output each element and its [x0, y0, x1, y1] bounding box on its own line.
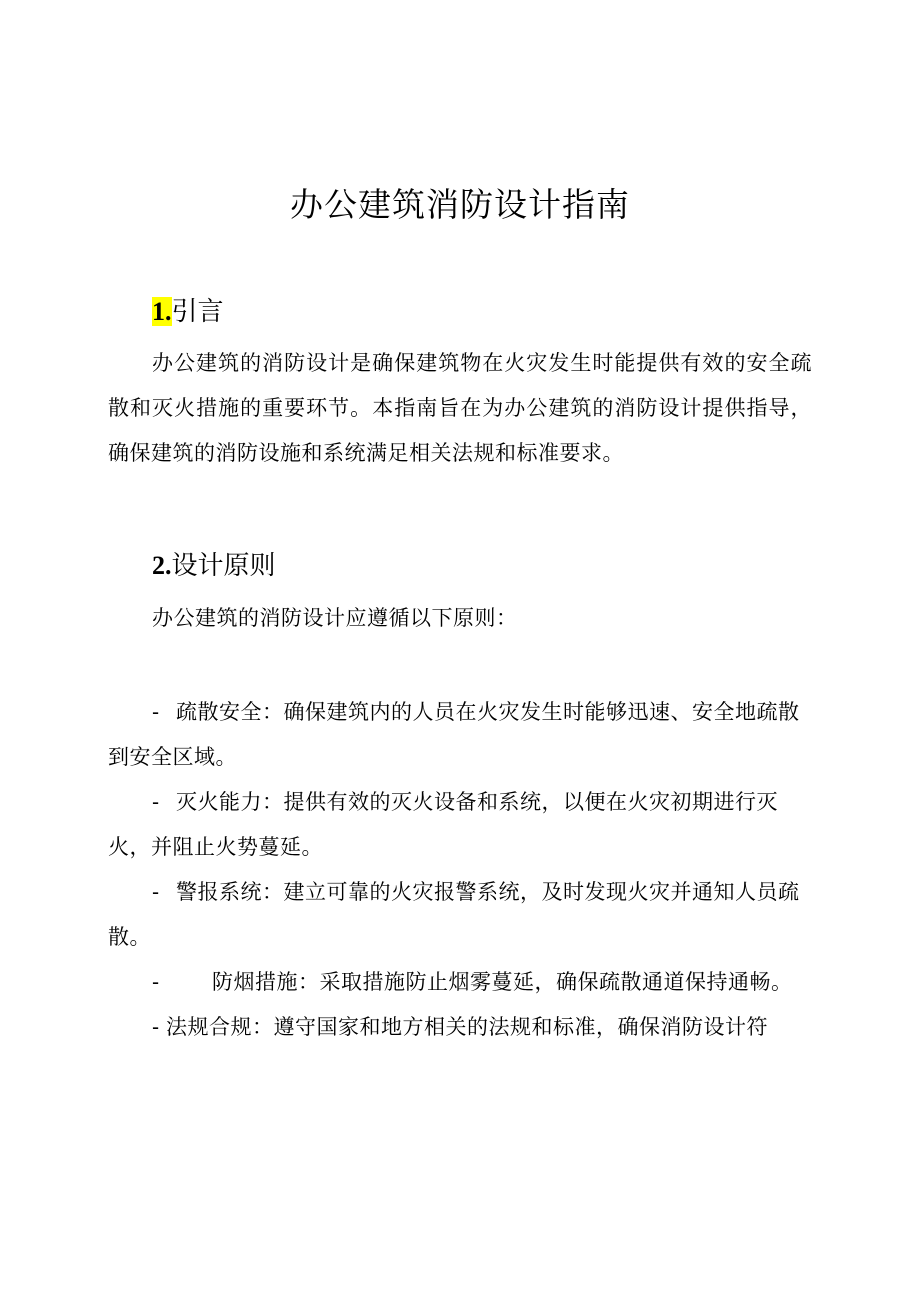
list-item-text: 疏散安全：确保建筑内的人员在火灾发生时能够迅速、安全地疏散到安全区域。	[108, 700, 800, 769]
list-item	[108, 1005, 820, 1050]
principles-intro-paragraph: 办公建筑的消防设计应遵循以下原则：	[152, 606, 518, 630]
introduction-paragraph: 办公建筑的消防设计是确保建筑物在火灾发生时能提供有效的安全疏散和灭火措施的重要环节。本指南旨在为办公建筑的消防设计提供指导，确保建筑的消防设施和系统满足相关法规和标准要求。	[108, 351, 812, 465]
section-heading-text: 引言	[171, 297, 224, 327]
list-dash: -	[152, 1015, 160, 1039]
list-item	[108, 780, 820, 870]
list-item	[108, 690, 820, 780]
principles-list	[108, 690, 820, 1050]
list-item-text: 灭火能力：提供有效的灭火设备和系统，以便在火灾初期进行灭火，并阻止火势蔓延。	[108, 790, 778, 859]
list-item	[108, 870, 820, 960]
section-heading-design-principles	[152, 546, 276, 586]
list-item-text: 防烟措施：采取措施防止烟雾蔓延，确保疏散通道保持通畅。	[212, 970, 793, 994]
section-number-highlighted: 1.	[152, 297, 172, 326]
list-dash: -	[152, 790, 160, 814]
section-heading-introduction	[152, 292, 224, 332]
list-item	[108, 960, 820, 1005]
list-dash: -	[152, 700, 160, 724]
section-number: 2.	[152, 551, 172, 580]
list-dash: -	[152, 880, 160, 904]
document-title: 办公建筑消防设计指南	[290, 185, 630, 224]
list-item-text: 法规合规：遵守国家和地方相关的法规和标准，确保消防设计符	[166, 1015, 768, 1039]
list-item-text: 警报系统：建立可靠的火灾报警系统，及时发现火灾并通知人员疏散。	[108, 880, 800, 949]
section-heading-text: 设计原则	[171, 551, 276, 581]
list-dash: -	[152, 970, 160, 994]
